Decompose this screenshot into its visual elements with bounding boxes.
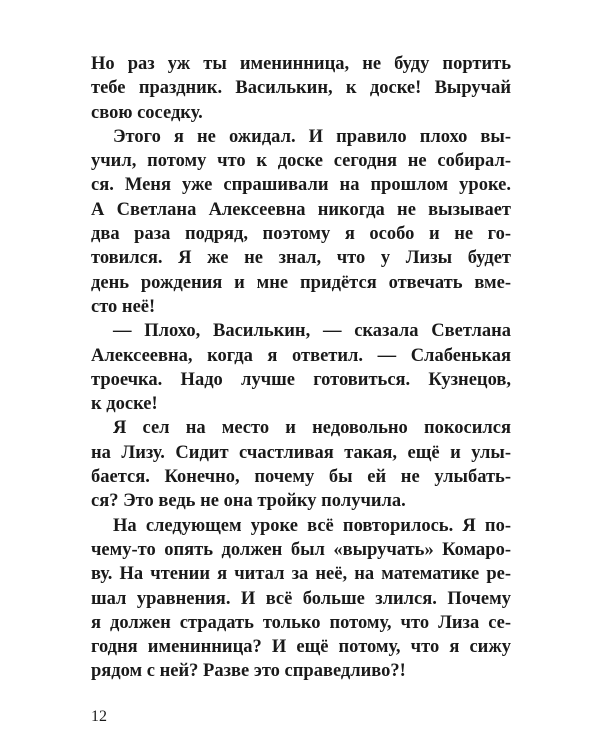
text-line: чему-то опять должен был «выручать» Комаро- (91, 539, 511, 560)
text-line: Этого я не ожидал. И правило плохо вы- (113, 126, 511, 147)
text-line: бается. Конечно, почему бы ей не улыбать- (91, 467, 511, 488)
text-line: Но раз уж ты именинница, не буду портить (91, 54, 511, 74)
text-line: шал уравнения. И всё больше злился. Почему (91, 588, 511, 609)
page-number: 12 (91, 708, 107, 725)
text-line: два раза подряд, поэтому я особо и не го- (91, 224, 511, 245)
text-line: учил, потому что к доске сегодня не собирал- (91, 151, 511, 172)
paragraph (91, 52, 511, 125)
text-line: Я сел на место и недовольно покосился (113, 418, 511, 439)
text-line: на Лизу. Сидит счастливая такая, ещё и улы- (91, 442, 511, 463)
text-line: А Светлана Алексеевна никогда не вызывает (91, 199, 511, 220)
page-body-text (91, 52, 511, 684)
text-line: день рождения и мне придётся отвечать вме- (91, 272, 511, 293)
text-line: рядом с ней? Разве это справедливо?! (91, 661, 406, 682)
text-line: годня именинница? И ещё потому, что я сижу (91, 637, 511, 658)
text-line: Алексеевна, когда я ответил. — Слабенькая (91, 345, 511, 366)
paragraph (91, 125, 511, 319)
text-line: троечка. Надо лучше готовиться. Кузнецов, (91, 369, 511, 390)
text-line: товился. Я же не знал, что у Лизы будет (91, 248, 511, 269)
text-line: ся? Это ведь не она тройку получила. (91, 491, 406, 512)
text-line: я должен страдать только потому, что Лиза се- (91, 612, 511, 633)
text-line: ся. Меня уже спрашивали на прошлом уроке. (91, 175, 511, 196)
paragraph (91, 319, 511, 416)
paragraph (91, 416, 511, 513)
text-line: — Плохо, Василькин, — сказала Светлана (113, 321, 511, 342)
text-line: свою соседку. (91, 102, 203, 123)
text-line: На следующем уроке всё повторилось. Я по- (113, 515, 511, 536)
text-line: тебе праздник. Василькин, к доске! Выручай (91, 78, 511, 99)
paragraph (91, 514, 511, 684)
text-line: к доске! (91, 394, 158, 415)
text-line: сто неё! (91, 296, 156, 317)
text-line: ву. На чтении я читал за неё, на математике ре- (91, 564, 511, 585)
